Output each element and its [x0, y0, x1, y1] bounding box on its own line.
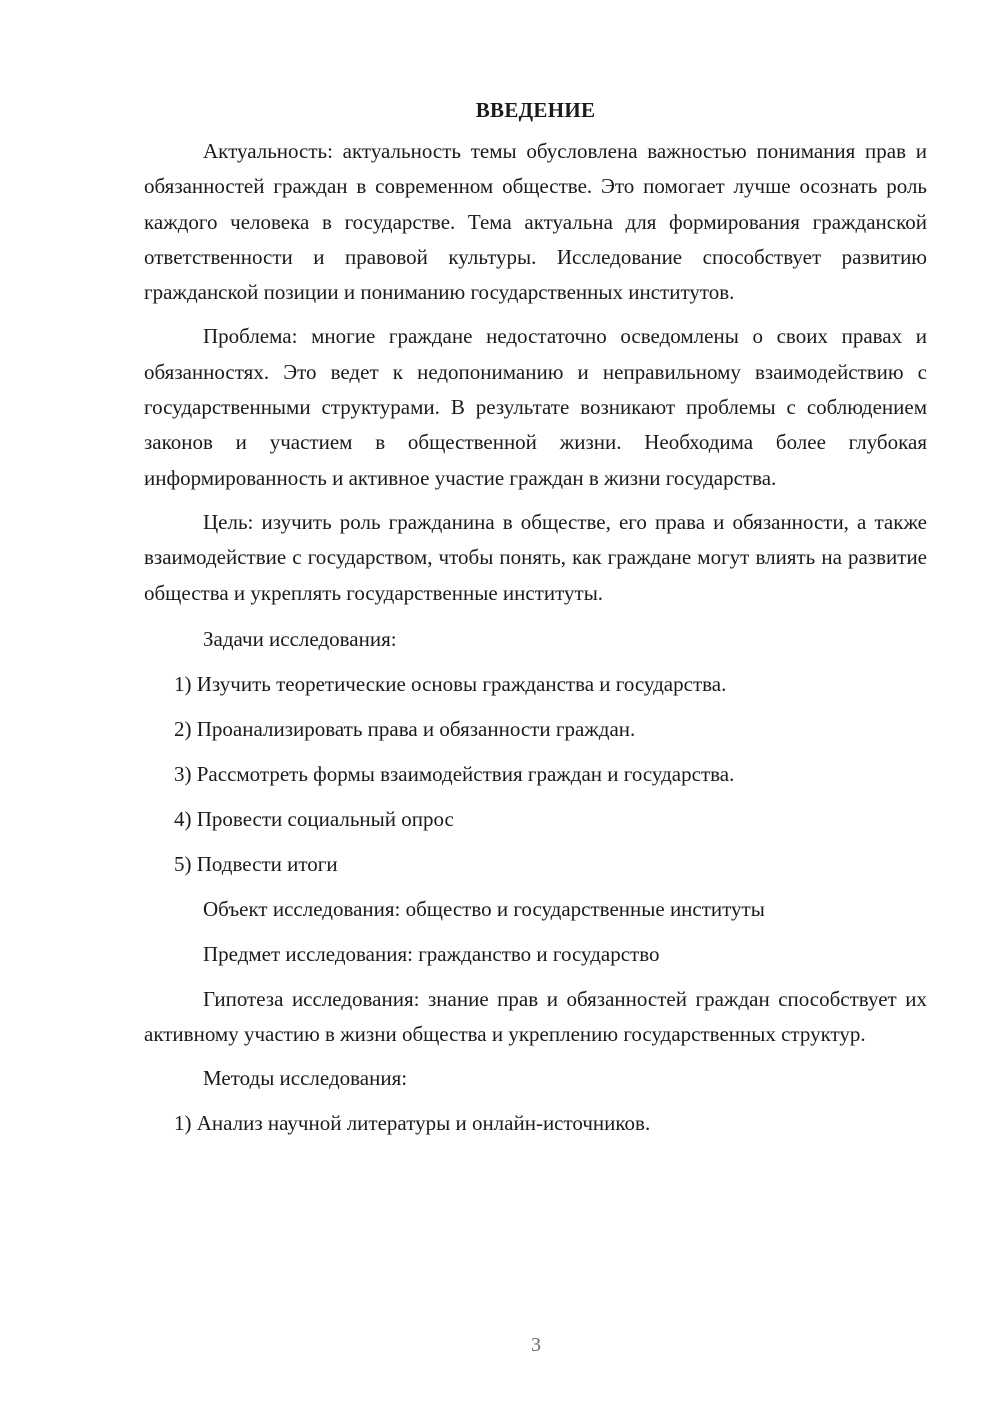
- research-object: Объект исследования: общество и государственные институты: [203, 896, 765, 921]
- relevance-paragraph: Актуальность: актуальность темы обусловлена важностью понимания прав и обязанностей граждан в современном обществе. Это помогает лучше осознать роль каждого человека в государстве. Тема актуальна для формирования гражданской ответственности и правовой культуры. Исследование способствует развитию гражданской позиции и пониманию государственных институтов.: [144, 139, 927, 305]
- goal-paragraph: Цель: изучить роль гражданина в обществе, его права и обязанности, а также взаимодействие с государством, чтобы понять, как граждане могут влиять на развитие общества и укреплять государственные институты.: [144, 509, 927, 605]
- task-item-4: 4) Провести социальный опрос: [174, 806, 454, 831]
- task-item-2: 2) Проанализировать права и обязанности граждан.: [174, 716, 636, 741]
- task-item-1: 1) Изучить теоретические основы гражданства и государства.: [174, 671, 727, 696]
- task-item-3: 3) Рассмотреть формы взаимодействия граждан и государства.: [174, 761, 735, 786]
- task-item-5: 5) Подвести итоги: [174, 851, 338, 876]
- method-item-1: 1) Анализ научной литературы и онлайн-источников.: [174, 1111, 651, 1136]
- page-content: [144, 96, 927, 1141]
- page-number: 3: [531, 1334, 541, 1356]
- problem-paragraph: Проблема: многие граждане недостаточно осведомлены о своих правах и обязанностях. Это ведет к недопониманию и неправильному взаимодействию с государственными структурами. В результате возникают проблемы с соблюдением законов и участием в общественной жизни. Необходима более глубокая информированность и активное участие граждан в жизни государства.: [144, 324, 927, 490]
- methods-heading: Методы исследования:: [203, 1066, 408, 1091]
- section-title: ВВЕДЕНИЕ: [475, 98, 596, 122]
- tasks-heading: Задачи исследования:: [203, 626, 397, 651]
- hypothesis-paragraph: Гипотеза исследования: знание прав и обязанностей граждан способствует их активному участию в жизни общества и укреплению государственных структур.: [144, 986, 927, 1047]
- research-subject: Предмет исследования: гражданство и государство: [203, 941, 660, 966]
